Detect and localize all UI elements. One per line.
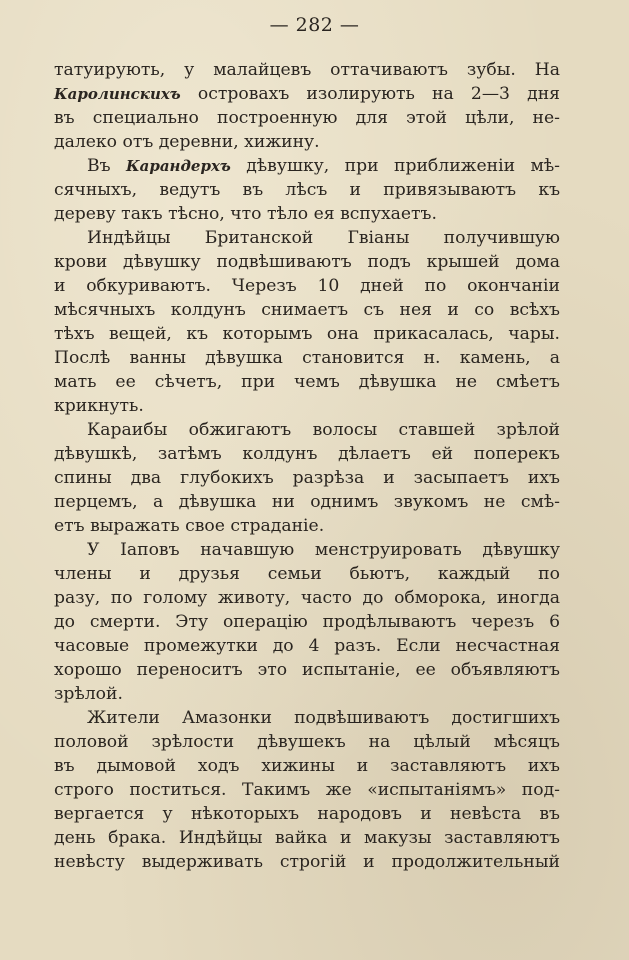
body-text xyxy=(54,58,560,874)
text-line: У Iаповъ начавшую менструировать дѣвушку xyxy=(87,540,560,560)
text-line: невѣсту выдерживать строгiй и продолжительный xyxy=(54,852,560,872)
text-line: члены и друзья семьи бьютъ, каждый по xyxy=(54,564,560,584)
page-number: — 282 — xyxy=(269,14,360,36)
text-line: строго поститься. Такимъ же «испытанiямъ» под- xyxy=(54,780,560,800)
line-lead: Въ xyxy=(87,156,126,176)
text-line: хорошо переноситъ это испытанiе, ее объявляютъ xyxy=(54,660,560,680)
text-line: дѣвушкѣ, затѣмъ колдунъ дѣлаетъ ей поперекъ xyxy=(54,444,560,464)
text-line: до смерти. Эту операцiю продѣлываютъ черезъ 6 xyxy=(54,612,560,632)
line-text: дѣвушку, при приближенiи мѣ- xyxy=(230,156,560,176)
text-line: половой зрѣлости дѣвушекъ на цѣлый мѣсяцъ xyxy=(54,732,560,752)
text-line: вергается у нѣкоторыхъ народовъ и невѣста въ xyxy=(54,804,560,824)
text-line: и обкуриваютъ. Черезъ 10 дней по окончанiи xyxy=(54,276,560,296)
text-line: зрѣлой. xyxy=(54,684,123,704)
text-line: перцемъ, а дѣвушка ни однимъ звукомъ не смѣ- xyxy=(54,492,560,512)
text-line: въ дымовой ходъ хижины и заставляютъ ихъ xyxy=(54,756,560,776)
text-line: мать ее сѣчетъ, при чемъ дѣвушка не смѣетъ xyxy=(54,372,560,392)
text-line: дереву такъ тѣсно, что тѣло ея вспухаетъ. xyxy=(54,204,437,224)
text-line: спины два глубокихъ разрѣза и засыпаетъ ихъ xyxy=(54,468,560,488)
text-line: етъ выражать свое страданiе. xyxy=(54,516,325,536)
text-line: татуирують, у малайцевъ оттачиваютъ зубы. На xyxy=(54,60,560,80)
text-line: Индѣйцы Британской Гвiаны получившую xyxy=(87,228,560,248)
place-name: Каролинскихъ xyxy=(54,85,181,103)
text-line xyxy=(54,154,560,178)
line-text: островахъ изолирують на 2—3 дня xyxy=(180,84,560,104)
text-line: тѣхъ вещей, къ которымъ она прикасалась, чары. xyxy=(54,324,560,344)
text-line: далеко отъ деревни, хижину. xyxy=(54,132,320,152)
place-name: Карандерхъ xyxy=(125,157,231,175)
text-line: Жители Амазонки подвѣшиваютъ достигшихъ xyxy=(87,708,560,728)
text-line: Караибы обжигаютъ волосы ставшей зрѣлой xyxy=(87,420,560,440)
text-line: мѣсячныхъ колдунъ снимаетъ съ нея и со всѣхъ xyxy=(54,300,560,320)
text-line: въ специально построенную для этой цѣли, не- xyxy=(54,108,560,128)
text-line: крикнуть. xyxy=(54,396,144,416)
text-line xyxy=(54,82,560,106)
text-line: сячныхъ, ведутъ въ лѣсъ и привязываютъ къ xyxy=(54,180,560,200)
text-line: крови дѣвушку подвѣшиваютъ подъ крышей дома xyxy=(54,252,560,272)
text-line: разу, по голому животу, часто до обморока, иногда xyxy=(54,588,560,608)
text-line: Послѣ ванны дѣвушка становится н. камень, а xyxy=(54,348,560,368)
text-line: день брака. Индѣйцы вайка и макузы заставляютъ xyxy=(54,828,560,848)
text-line: часовые промежутки до 4 разъ. Если несчастная xyxy=(54,636,560,656)
